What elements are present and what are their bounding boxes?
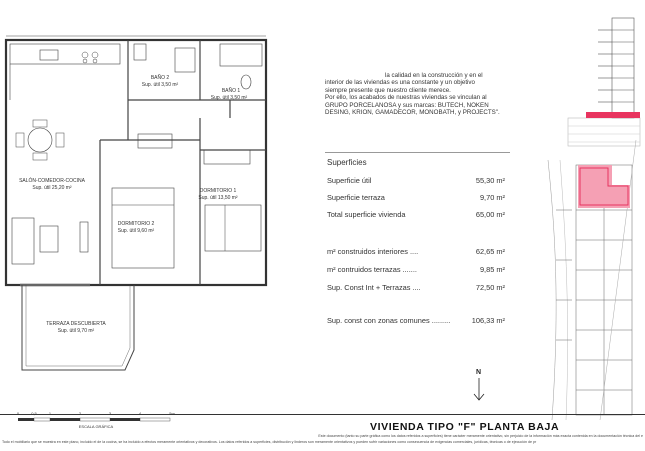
disclaimer-line: Todo el mobiliario que se muestra en este plano, incluido el de la cocina, se ha incluido a efectos meramente orientativos y decorativos. Los datos referidos a superficies, distribución y linderos son meramente orientativos y pueden sufrir variaciones como consecuencia de exigencias comerciales, jurídicas, técnicas o de ejecución de pr: [2, 440, 537, 444]
superficie-label: m² construidos interiores ....: [327, 247, 419, 256]
superficie-value: 9,70 m²: [479, 193, 505, 202]
superficie-row: [327, 176, 505, 186]
dorm1-sup: Sup. útil 13,50 m²: [198, 195, 238, 201]
title-rule: [0, 414, 645, 415]
plan-walls: [6, 40, 266, 285]
bano1-label: BAÑO 1: [221, 88, 241, 94]
disclaimer-line: Este documento (tanto su parte gráfica como los datos referidos a superficies) tiene carácter meramente orientativo, sin perjuicio de la información más exacta contenida en la documentación técnica del e: [318, 434, 643, 438]
elevation-highlight: [586, 112, 640, 118]
superficie-row: [327, 316, 505, 326]
superficie-label: Total superficie vivienda: [327, 210, 406, 219]
north-label: N: [476, 369, 482, 376]
superficie-value: 9,85 m²: [479, 265, 505, 274]
superficie-row: [327, 265, 505, 275]
superficie-row: [327, 283, 505, 293]
scale-caption: ESCALA GRÁFICA: [78, 424, 114, 429]
superficie-value: 62,65 m²: [475, 247, 505, 256]
superficie-label: Sup. const con zonas comunes .........: [327, 316, 451, 325]
intro-line: GRUPO PORCELANOSA y sus marcas: BUTECH, NOKEN: [325, 101, 489, 109]
terraza-sup: Sup. útil 9,70 m²: [57, 328, 95, 334]
superficie-label: m² contruidos terrazas .......: [327, 265, 417, 274]
intro-line: Por ello, los acabados de nuestras viviendas se vinculan al: [325, 94, 487, 102]
superficie-row: [327, 193, 505, 203]
superficie-label: Superficie útil: [327, 176, 372, 185]
dorm1-label: DORMITORIO 1: [199, 188, 237, 194]
superficie-row: [327, 247, 505, 257]
intro-line: DESING, KRION, GAMADECOR, MONOBATH, y PROJECTS".: [325, 109, 500, 117]
superficie-value: 55,30 m²: [475, 176, 505, 185]
intro-line: interior de las viviendas es una constante y un objetivo: [325, 79, 475, 87]
plan-interior-walls: [6, 36, 266, 285]
intro-paragraph: [325, 72, 505, 116]
dorm2-sup: Sup. útil 9,60 m²: [117, 228, 155, 234]
salon-sup: Sup. útil 25,20 m²: [32, 185, 72, 191]
intro-line: la calidad en la construcción y en el: [385, 72, 483, 79]
bano2-label: BAÑO 2: [150, 75, 170, 81]
superficies-heading: Superficies: [327, 158, 367, 167]
bano1-sup: Sup. útil 3,50 m²: [210, 95, 248, 101]
salon-label: SALÓN-COMEDOR-COCINA: [19, 178, 85, 184]
superficie-label: Sup. Const Int + Terrazas ....: [327, 283, 421, 292]
terraza-label: TERRAZA DESCUBIERTA: [46, 321, 106, 327]
superficie-row: [327, 210, 505, 220]
superficie-value: 72,50 m²: [475, 283, 505, 292]
divider: [325, 152, 510, 153]
building-elevation: [568, 18, 640, 146]
superficie-value: 106,33 m²: [471, 316, 505, 325]
north-arrow-icon: [474, 378, 484, 400]
bano2-sup: Sup. útil 3,50 m²: [141, 82, 179, 88]
superficie-value: 65,00 m²: [475, 210, 505, 219]
page-title: VIVIENDA TIPO "F" PLANTA BAJA: [370, 421, 560, 433]
intro-line: siempre presente que nuestro cliente merece.: [325, 86, 451, 94]
dorm2-label: DORMITORIO 2: [117, 221, 155, 227]
superficie-label: Superficie terraza: [327, 193, 385, 202]
